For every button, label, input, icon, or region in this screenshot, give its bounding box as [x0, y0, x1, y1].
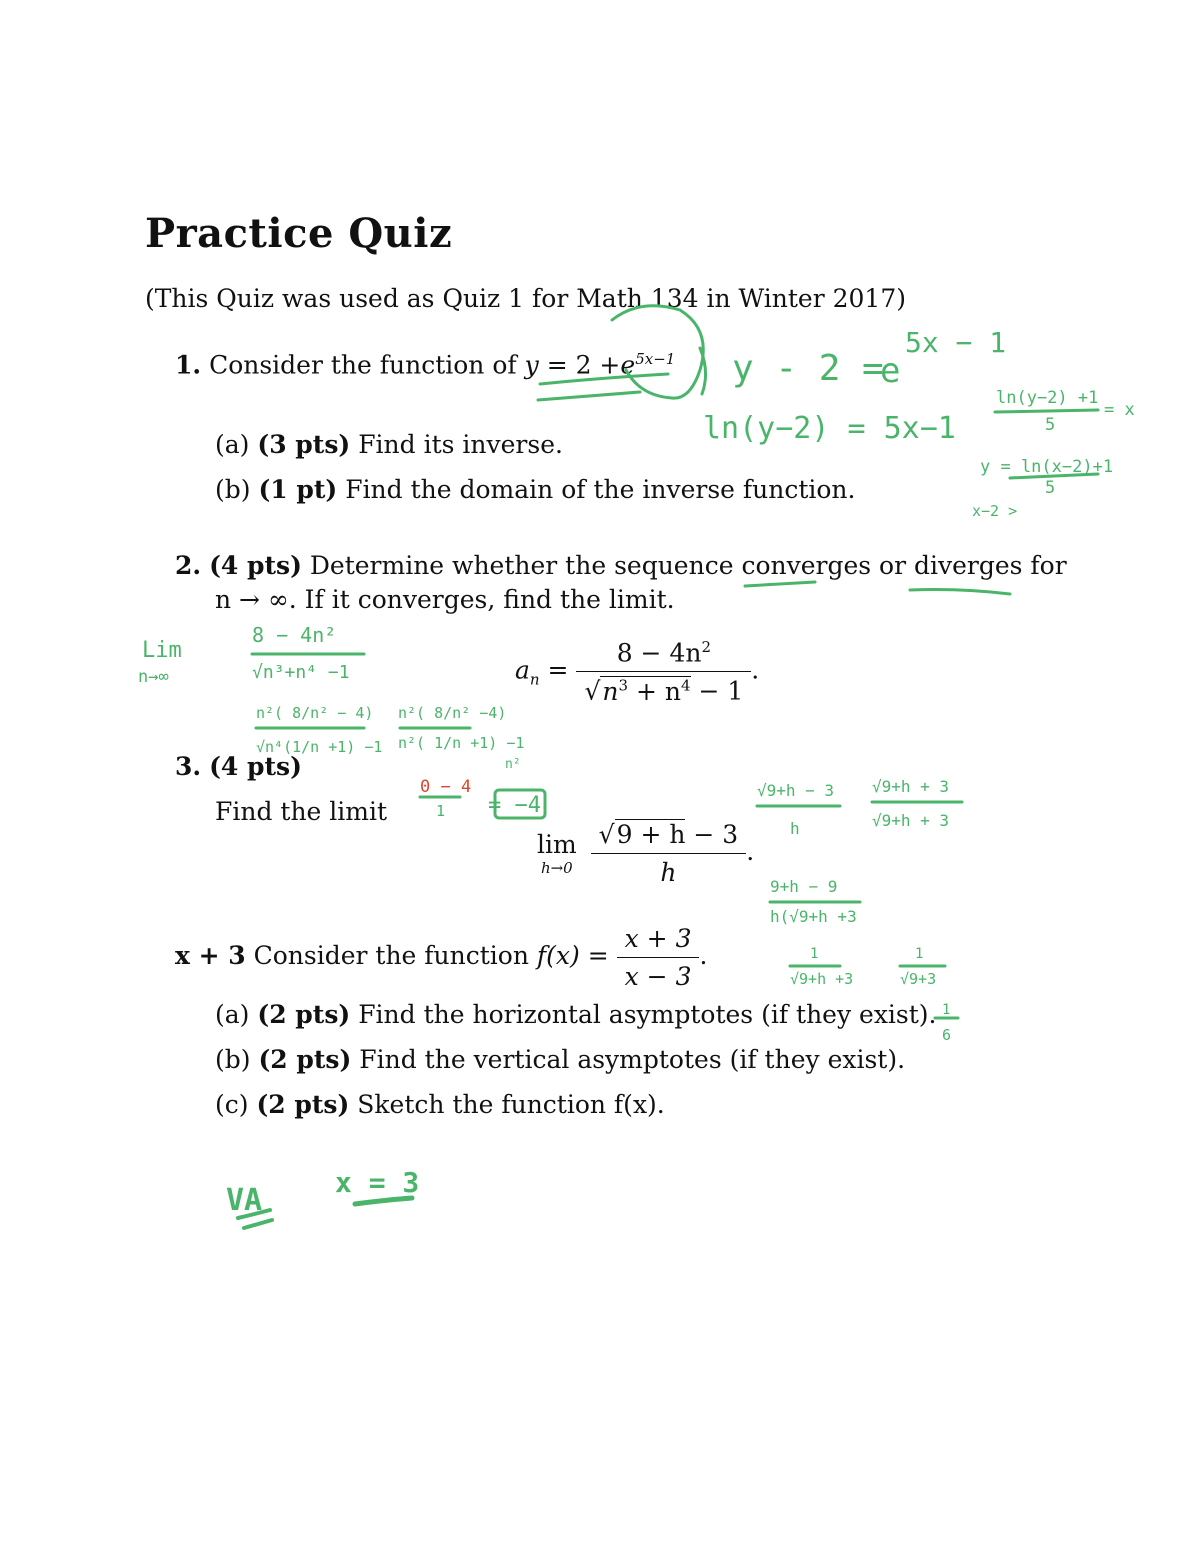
- q4-b-label: (b): [215, 1045, 251, 1074]
- q1-a-label: (a): [215, 430, 250, 459]
- ink-underline-x3: [355, 1198, 412, 1204]
- ink-underline-va-1: [238, 1210, 270, 1218]
- q1-a-text: Find its inverse.: [358, 430, 563, 459]
- q4-a-label: (a): [215, 1000, 250, 1029]
- ink-inverse-num: ln(y−2) +1: [996, 388, 1099, 408]
- ink-one-c: 1: [942, 1002, 951, 1018]
- ink-simplify-den: h(√9+h +3: [770, 907, 857, 926]
- q2-den-b: + n: [635, 676, 681, 706]
- ink-y-minus-2: y - 2 =: [732, 348, 884, 389]
- ink-one-b: 1: [915, 946, 924, 962]
- ink-step-num: 8 − 4n²: [252, 623, 337, 647]
- page-title: Practice Quiz: [145, 210, 453, 257]
- q2-fraction: [576, 638, 751, 706]
- q4-c-text: Sketch the function f(x).: [357, 1090, 665, 1119]
- q4-c-label: (c): [215, 1090, 249, 1119]
- q3-lim-sub: h→0: [540, 859, 573, 877]
- q3-fraction: [591, 820, 747, 887]
- quiz-note: (This Quiz was used as Quiz 1 for Math 134 in Winter 2017): [145, 284, 906, 313]
- q4-numerator: x + 3: [617, 924, 700, 958]
- q4-denominator: x − 3: [624, 962, 692, 991]
- q1-part-a: [215, 430, 563, 459]
- q2-lhs-sub: n: [529, 670, 540, 689]
- q3-num-tail: − 3: [693, 820, 739, 849]
- q3-text: Find the limit: [215, 797, 388, 826]
- q2-text-line2: n → ∞. If it converges, find the limit.: [215, 585, 675, 614]
- q4-a-points: (2 pts): [257, 1000, 351, 1029]
- ink-one-a: 1: [810, 946, 819, 962]
- ink-factor-num: n²( 8/n² − 4): [256, 704, 374, 722]
- ink-fraction-bar-11: [995, 410, 1098, 412]
- q4-part-c: [215, 1090, 665, 1119]
- ink-inverse-den: 5: [1045, 415, 1056, 435]
- ink-ln-eq: ln(y−2) = 5x−1: [703, 411, 956, 446]
- ink-underline-va-2: [244, 1220, 272, 1228]
- ink-cancel-den: n²( 1/n +1) −1: [398, 734, 525, 752]
- q4-c-points: (2 pts): [256, 1090, 350, 1119]
- ink-n-squared: n²: [505, 757, 521, 772]
- q2-denominator: $√n^3 + n^4 - 1$: [584, 676, 744, 706]
- ink-e: e: [880, 351, 901, 391]
- q1-a-points: (3 pts): [257, 430, 351, 459]
- q1-var-y: y: [524, 350, 539, 380]
- ink-factor-den: √n⁴(1/n +1) −1: [256, 738, 383, 756]
- q1-text: Consider the function of: [209, 350, 517, 380]
- q2-num-exp: 2: [701, 638, 712, 656]
- q3-denominator: h: [660, 858, 677, 887]
- ink-cancel-num: n²( 8/n² −4): [398, 704, 507, 722]
- q2-numerator: [576, 638, 751, 672]
- q4-part-b: [215, 1045, 905, 1074]
- ink-underline-diverges: [910, 590, 1010, 595]
- ink-x-eq-3: x = 3: [335, 1166, 420, 1199]
- ink-step-den: √n³+n⁴ −1: [252, 662, 350, 683]
- q3-formula: lim h→0 $\frac{√9 + h - 3}{h}$ .: [537, 820, 755, 887]
- ink-zero-minus-4: 0 − 4: [420, 777, 472, 797]
- question-4: x + 3 Consider the function f(x) = $\frac{x + 3}{x - 3}$ .: [175, 924, 708, 991]
- q2-text-line1: Determine whether the sequence converges or diverges for: [309, 551, 1067, 580]
- q4-a-text: Find the horizontal asymptotes (if they exist).: [358, 1000, 937, 1029]
- ink-underline-converges: [745, 582, 815, 586]
- q3-number: 3.: [175, 752, 202, 781]
- q2-number: 2.: [175, 551, 202, 580]
- q2-den-a-exp: 3: [618, 676, 629, 695]
- q2-den-c: − 1: [698, 676, 744, 706]
- question-2: [175, 551, 1067, 580]
- ink-n-to-inf: n→∞: [138, 667, 169, 687]
- ink-domain: x−2 >: [972, 502, 1018, 520]
- ink-va: VA: [226, 1183, 263, 1218]
- q1-exponent: 5x−1: [635, 350, 676, 368]
- q4-b-text: Find the vertical asymptotes (if they exist).: [359, 1045, 906, 1074]
- q2-sqrt: [600, 676, 690, 706]
- ink-conj-den: h: [790, 819, 800, 838]
- ink-conj-mult-den: √9+h + 3: [872, 811, 950, 830]
- q3-lim-word: lim: [537, 830, 577, 859]
- q3-sqrt: 9 + h: [616, 820, 686, 849]
- ink-simplify-num: 9+h − 9: [770, 877, 838, 896]
- q2-lhs: a: [515, 655, 530, 685]
- ink-conj-mult-num: √9+h + 3: [872, 777, 950, 796]
- q4-number: x + 3: [175, 941, 246, 970]
- q3-numerator: √9 + h − 3: [591, 820, 747, 854]
- q2-den-b-exp: 4: [680, 676, 691, 695]
- q3-points: (4 pts): [209, 752, 302, 781]
- ink-lim: Lim: [142, 638, 182, 663]
- q1-b-points: (1 pt): [258, 475, 338, 504]
- ink-inverse-fn-den: 5: [1045, 478, 1056, 498]
- q4-part-a: [215, 1000, 937, 1029]
- q2-points: (4 pts): [209, 551, 302, 580]
- question-3: [175, 752, 302, 781]
- q4-fraction: [617, 924, 700, 991]
- q1-number: 1.: [175, 350, 202, 380]
- q4-text: Consider the function: [253, 941, 529, 970]
- ink-exponent: 5x − 1: [905, 326, 1007, 359]
- ink-underline-2: [538, 392, 640, 400]
- q2-den-a: n: [602, 676, 619, 706]
- q3-limit: [537, 830, 577, 877]
- q1-e: e: [620, 350, 636, 380]
- ink-recip-den: √9+h +3: [790, 970, 854, 988]
- q1-part-b: [215, 475, 856, 504]
- q2-num-expr: 8 − 4n: [616, 638, 702, 668]
- ink-box-answer: [495, 790, 545, 818]
- ink-conj-num: √9+h − 3: [757, 781, 835, 800]
- q2-formula: $a_n$ = $\frac{8 - 4n^2}{√n^3 + n^4 - 1}$ .: [515, 638, 760, 706]
- ink-six: 6: [942, 1026, 952, 1044]
- ink-recip-den-b: √9+3: [900, 970, 937, 988]
- ink-fraction-bar-12: [1010, 474, 1098, 478]
- ink-one: 1: [436, 802, 446, 820]
- ink-equals-x: = x: [1104, 400, 1135, 420]
- q4-fx: f(x) =: [536, 941, 609, 970]
- ink-bracket: [700, 348, 706, 394]
- ink-inverse-fn: y = ln(x−2)+1: [980, 457, 1114, 477]
- question-1: [175, 350, 675, 379]
- q1-b-text: Find the domain of the inverse function.: [345, 475, 856, 504]
- q4-b-points: (2 pts): [258, 1045, 352, 1074]
- q2-equals: =: [547, 655, 569, 685]
- q1-b-label: (b): [215, 475, 251, 504]
- ink-answer: = −4: [488, 793, 541, 818]
- q1-equals: = 2 +: [546, 350, 621, 380]
